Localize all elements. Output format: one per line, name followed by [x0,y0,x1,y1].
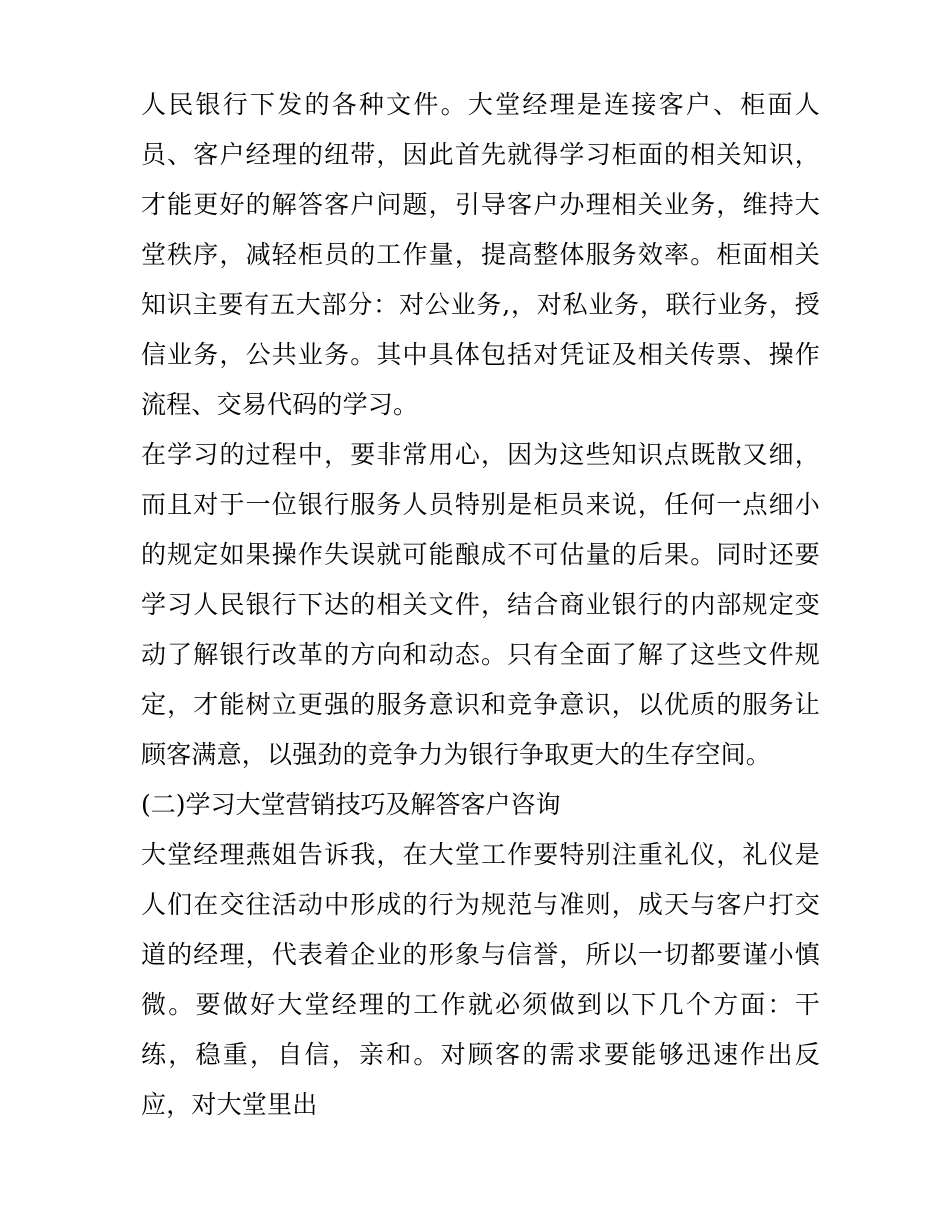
paragraph-3: 大堂经理燕姐告诉我，在大堂工作要特别注重礼仪，礼仪是人们在交往活动中形成的行为规范与准则，成天与客户打交道的经理，代表着企业的形象与信誉，所以一切都要谨小慎微。要做好大堂经理的工作就必须做到以下几个方面：干练，稳重，自信，亲和。对顾客的需求要能够迅速作出反应，对大堂里出 [141,840,820,1119]
paragraph-1: 人民银行下发的各种文件。大堂经理是连接客户、柜面人员、客户经理的纽带，因此首先就得学习柜面的相关知识，才能更好的解答客户问题，引导客户办理相关业务，维持大堂秩序，减轻柜员的工作量，提高整体服务效率。柜面相关知识主要有五大部分：对公业务,，对私业务，联行业务，授信业务，公共业务。其中具体包括对凭证及相关传票、操作流程、交易代码的学习。 [141,90,820,419]
section-heading: (二)学习大堂营销技巧及解答客户咨询 [141,790,561,819]
paragraph-2: 在学习的过程中，要非常用心，因为这些知识点既散又细，而且对于一位银行服务人员特别是柜员来说，任何一点细小的规定如果操作失误就可能酿成不可估量的后果。同时还要学习人民银行下达的相关文件，结合商业银行的内部规定变动了解银行改革的方向和动态。只有全面了解了这些文件规定，才能树立更强的服务意识和竞争意识，以优质的服务让顾客满意，以强劲的竞争力为银行争取更大的生存空间。 [141,440,820,769]
